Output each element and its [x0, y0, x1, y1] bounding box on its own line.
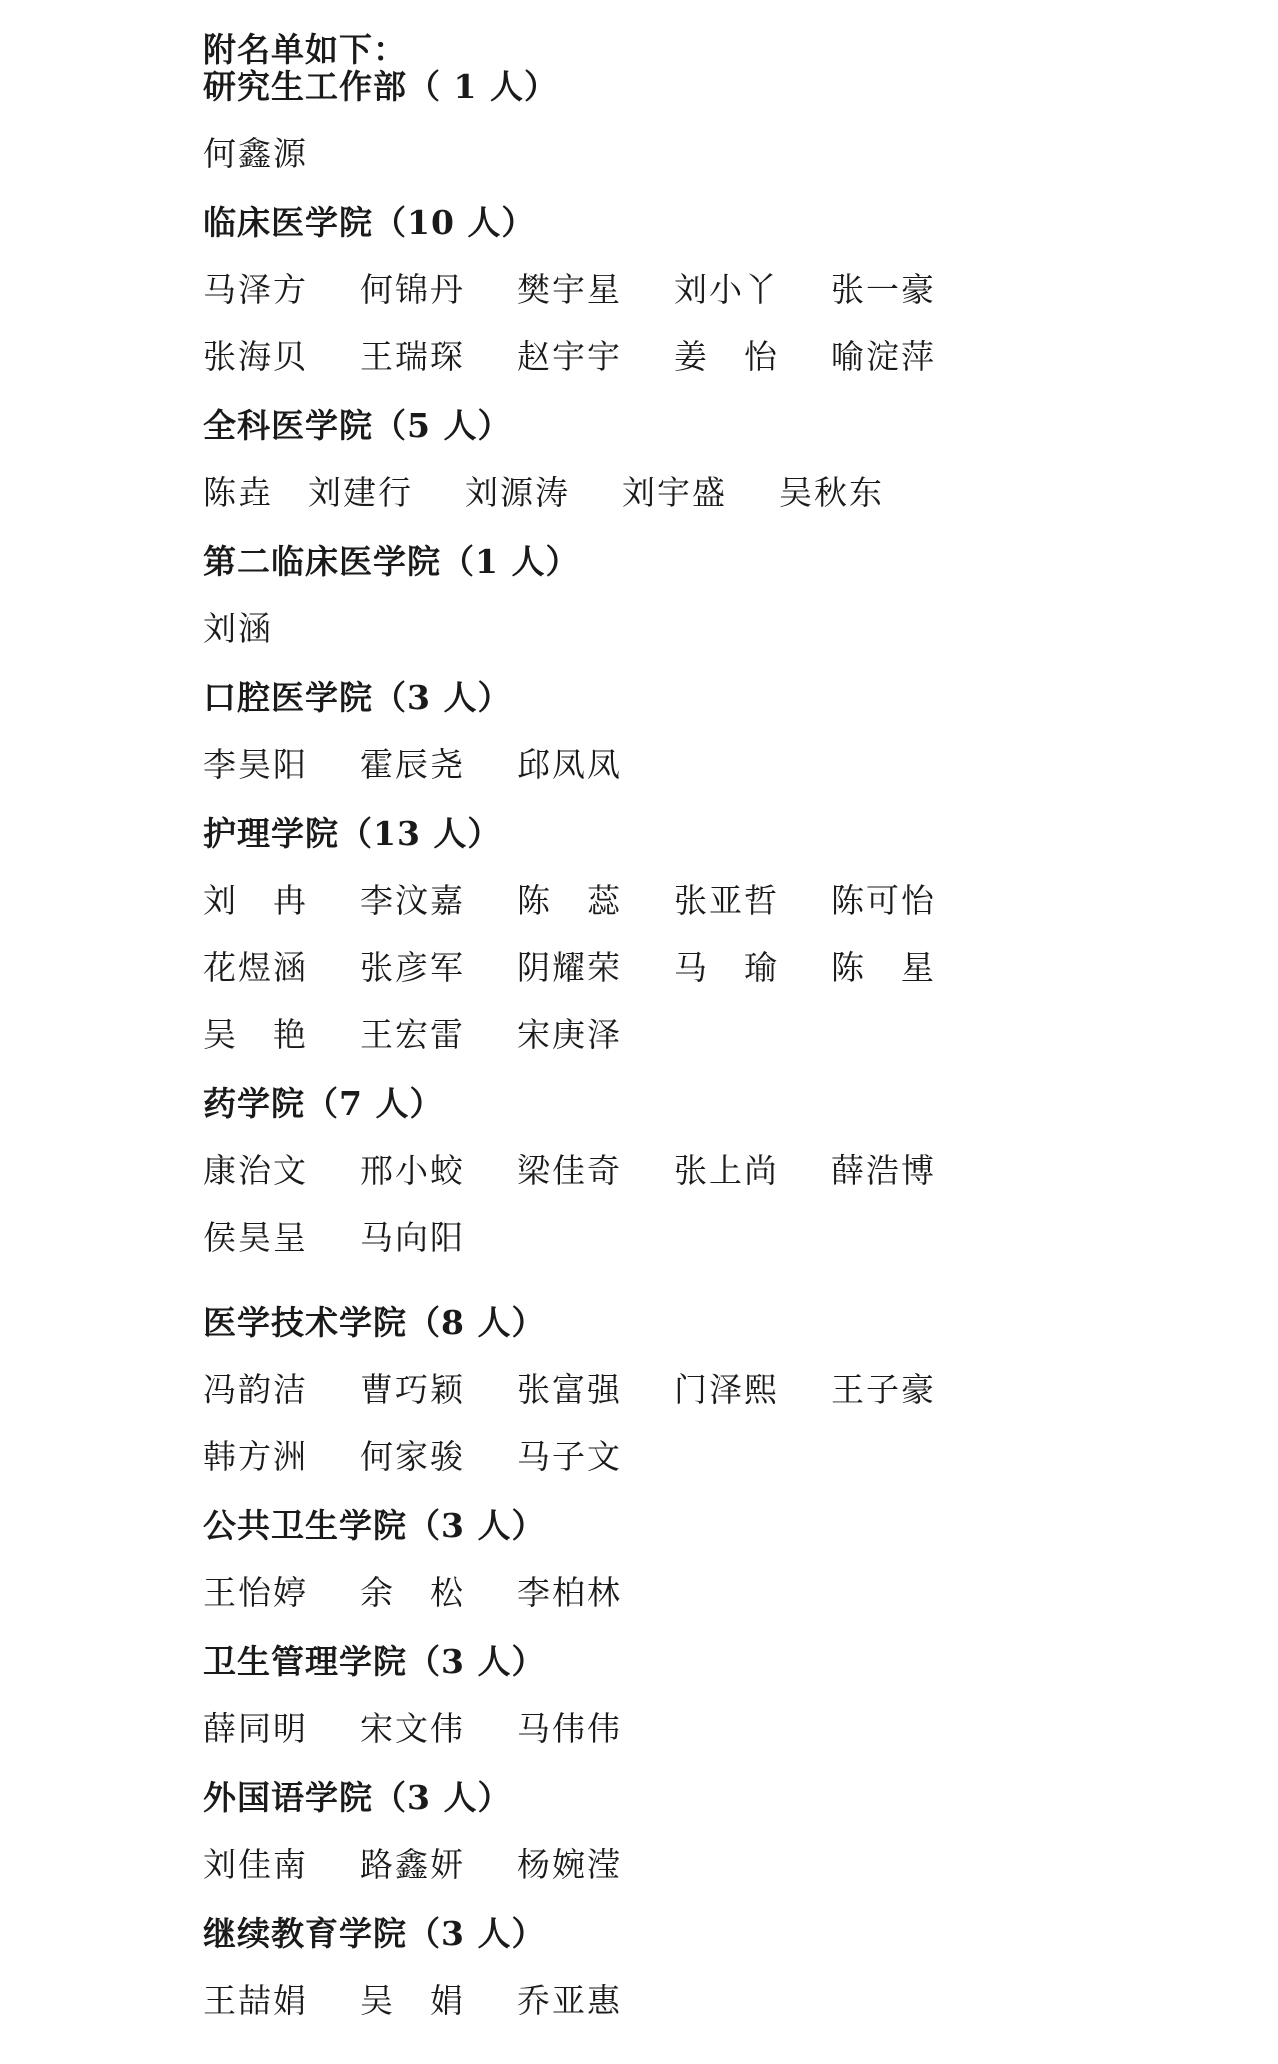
section-heading: 药学院（7 人） [203, 1084, 444, 1123]
person-name: 康治文 [203, 1151, 308, 1190]
person-name: 邢小蛟 [360, 1151, 465, 1190]
person-name: 邱凤凤 [517, 745, 622, 784]
person-name: 霍辰尧 [360, 745, 465, 784]
section-heading: 全科医学院（5 人） [203, 406, 512, 445]
person-name: 曹巧颖 [360, 1370, 465, 1409]
section-heading: 继续教育学院（3 人） [203, 1914, 546, 1953]
person-name: 喻淀萍 [831, 337, 936, 376]
person-name: 花煜涵 [203, 948, 308, 987]
intro-line: 附名单如下： [203, 30, 407, 69]
name-row [203, 938, 1103, 998]
name-row [203, 1971, 1103, 2031]
person-name: 梁佳奇 [517, 1151, 622, 1190]
person-name: 路鑫妍 [360, 1845, 465, 1884]
person-name: 吴秋东 [779, 473, 884, 512]
person-name: 马 瑜 [674, 948, 779, 987]
name-row [203, 599, 1103, 659]
person-name: 宋文伟 [360, 1709, 465, 1748]
person-name: 刘建行 [308, 473, 413, 512]
person-name: 张亚哲 [674, 881, 779, 920]
person-name: 余 松 [360, 1573, 465, 1612]
person-name: 刘宇盛 [622, 473, 727, 512]
person-name: 陈 蕊 [517, 881, 622, 920]
person-name: 王怡婷 [203, 1573, 308, 1612]
name-row [203, 1563, 1103, 1623]
person-name: 张一豪 [831, 270, 936, 309]
person-name: 何锦丹 [360, 270, 465, 309]
person-name: 赵宇宇 [517, 337, 622, 376]
person-name: 薛同明 [203, 1709, 308, 1748]
person-name: 马伟伟 [517, 1709, 622, 1748]
person-name: 吴 艳 [203, 1015, 308, 1054]
name-row [203, 463, 1103, 523]
person-name: 李汶嘉 [360, 881, 465, 920]
name-row [203, 871, 1103, 931]
person-name: 刘佳南 [203, 1845, 308, 1884]
name-row [203, 1699, 1103, 1759]
section-heading: 临床医学院（10 人） [203, 203, 536, 242]
person-name: 王宏雷 [360, 1015, 465, 1054]
person-name: 何家骏 [360, 1437, 465, 1476]
person-name: 阴耀荣 [517, 948, 622, 987]
section-heading: 研究生工作部（ 1 人） [203, 67, 558, 106]
name-row [203, 124, 1103, 184]
person-name: 韩方洲 [203, 1437, 308, 1476]
person-name: 刘 冉 [203, 881, 308, 920]
person-name: 李昊阳 [203, 745, 308, 784]
section-heading: 外国语学院（3 人） [203, 1778, 512, 1817]
person-name: 刘涵 [203, 609, 273, 648]
person-name: 侯昊呈 [203, 1218, 308, 1257]
name-row [203, 1835, 1103, 1895]
person-name: 陈 星 [831, 948, 936, 987]
person-name: 姜 怡 [674, 337, 779, 376]
person-name: 张富强 [517, 1370, 622, 1409]
section-heading: 第二临床医学院（1 人） [203, 542, 580, 581]
person-name: 冯韵洁 [203, 1370, 308, 1409]
person-name: 马向阳 [360, 1218, 465, 1257]
person-name: 张海贝 [203, 337, 308, 376]
person-name: 张上尚 [674, 1151, 779, 1190]
name-row [203, 327, 1103, 387]
name-row [203, 1141, 1103, 1201]
person-name: 李柏林 [517, 1573, 622, 1612]
person-name: 王喆娟 [203, 1981, 308, 2020]
name-row [203, 1005, 1103, 1065]
person-name: 王子豪 [831, 1370, 936, 1409]
section-heading: 医学技术学院（8 人） [203, 1303, 546, 1342]
person-name: 杨婉滢 [517, 1845, 622, 1884]
person-name: 门泽熙 [674, 1370, 779, 1409]
name-row [203, 1427, 1103, 1487]
person-name: 薛浩博 [831, 1151, 936, 1190]
person-name: 吴 娟 [360, 1981, 465, 2020]
name-row [203, 260, 1103, 320]
person-name: 何鑫源 [203, 134, 308, 173]
section-heading: 卫生管理学院（3 人） [203, 1642, 546, 1681]
person-name: 刘小丫 [674, 270, 779, 309]
section-heading: 护理学院（13 人） [203, 814, 502, 853]
person-name: 宋庚泽 [517, 1015, 622, 1054]
person-name: 马子文 [517, 1437, 622, 1476]
person-name: 刘源涛 [465, 473, 570, 512]
name-row [203, 735, 1103, 795]
name-row [203, 1360, 1103, 1420]
section-heading: 口腔医学院（3 人） [203, 678, 512, 717]
person-name: 张彦军 [360, 948, 465, 987]
person-name: 马泽方 [203, 270, 308, 309]
person-name: 樊宇星 [517, 270, 622, 309]
person-name: 陈可怡 [831, 881, 936, 920]
person-name: 乔亚惠 [517, 1981, 622, 2020]
section-heading: 公共卫生学院（3 人） [203, 1506, 546, 1545]
person-name: 陈垚 [203, 473, 273, 512]
name-row [203, 1208, 1103, 1268]
person-name: 王瑞琛 [360, 337, 465, 376]
